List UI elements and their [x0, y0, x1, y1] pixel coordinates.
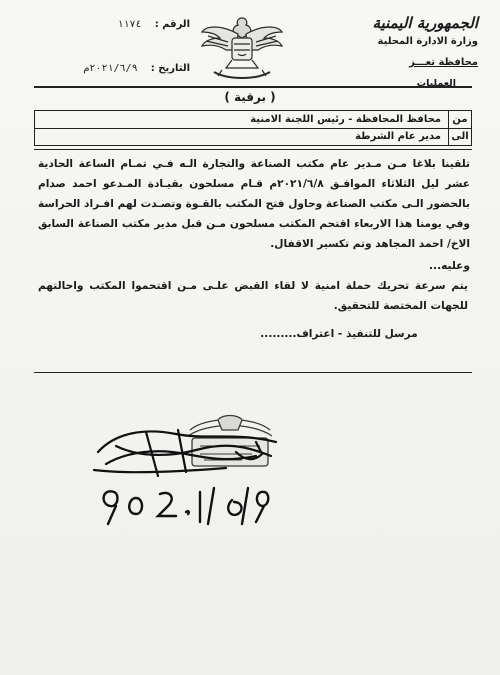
country-name: الجمهورية اليمنية: [372, 14, 478, 32]
department-name: العمليات: [416, 78, 456, 89]
body-paragraph-2: يتم سرعة تحريك حملة امنية لا لقاء القبض علـى مـن اقتحموا المكتب واحالتهم للجهات المختصة للتحقيق.: [38, 280, 468, 312]
date-label: التاريخ :: [150, 63, 190, 74]
ministry-name: وزارة الادارة المحلية: [377, 36, 478, 47]
body-and-then: وعليه...: [429, 260, 470, 272]
body-paragraph-1: تلقينا بلاغا مـن مـدير عام مكتب الصناعة والتجارة الـه فـي تمـام الساعة الحادية عشر ليل الثلاثاء الموافـق ٢٠٢١/٦/٨م قـام مسلحون بقيـادة المـدعو احمد صدام بالحضور الـى مكتب الصناعة وحاول فتح المكتب بالقـوة وتصـدت لهم افـراد الحراسة وفي يومنا هذا الاربعاء اقتحم المكتب مسلحون مـن قبل مدير مكتب الصناعة السابق الاخ/ احمد المجاهد وتم تكسير الاقفال.: [38, 158, 470, 250]
from-row: [35, 111, 471, 129]
date-row: [70, 60, 190, 78]
address-divider: [34, 149, 472, 150]
reference-number: ١١٧٤: [117, 19, 142, 30]
reference-row: [70, 16, 190, 34]
letter-body: [38, 154, 470, 344]
yemen-eagle-emblem-icon: [198, 10, 286, 84]
footer-divider: [34, 372, 472, 373]
from-label: من: [448, 111, 471, 128]
closing-line: مرسل للتنفيذ - اعتراف.........: [260, 328, 418, 340]
header-divider: [34, 86, 472, 88]
document-title: ( برقية ): [224, 90, 276, 104]
date-value: ٢٠٢١/٦/٩م: [83, 63, 138, 74]
reference-label: الرقم :: [154, 19, 190, 30]
address-table: [34, 110, 472, 146]
to-value: مدير عام الشرطة: [355, 131, 441, 142]
to-label: الى: [448, 128, 471, 145]
from-value: محافظ المحافظة - رئيس اللجنة الامنية: [250, 114, 441, 125]
reference-block: [70, 16, 190, 78]
to-row: [35, 128, 471, 145]
governorate-name: محافظة تعـــز: [409, 57, 478, 68]
letterhead: [328, 14, 478, 89]
handwritten-date: [96, 480, 276, 532]
